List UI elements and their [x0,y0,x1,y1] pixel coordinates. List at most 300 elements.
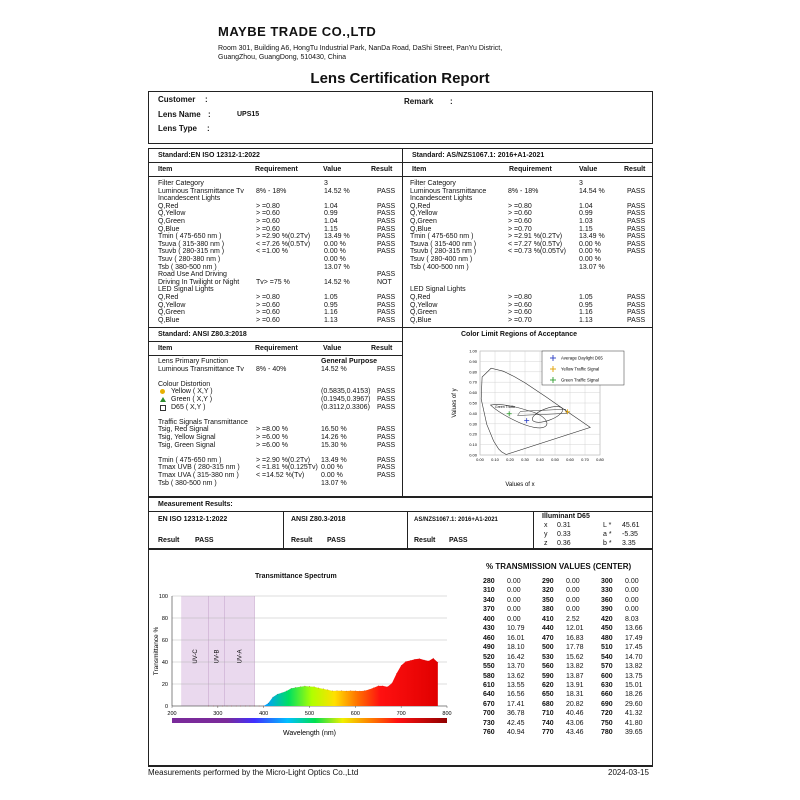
as-row-17-req: > =0.60 [508,309,532,317]
tv-wavelength: 660 [601,691,613,699]
tv-value: 0.00 [507,606,521,614]
ansi-row-1-item: Luminous Transmittance Tv [158,365,244,373]
tv-value: 10.79 [507,625,525,633]
tc-data-point [240,706,241,707]
tv-wavelength: 530 [542,653,554,661]
tc-xtick-label: 300 [213,711,223,717]
tv-table-title: % TRANSMISSION VALUES (CENTER) [486,562,632,571]
footer-left: Measurements performed by the Micro-Light Optics Co.,Ltd [148,768,359,777]
en-row-5-result: PASS [377,218,396,225]
as-row-5-value: 1.03 [579,218,593,225]
tc-data-point [428,661,429,662]
ansi-row-14-item: Tmax UVB ( 280-315 nm ) [158,464,240,472]
tc-data-point [364,690,365,691]
en-row-3-item: Q,Red [158,202,179,210]
ansi-row-15-item: Tmax UVA ( 315-380 nm ) [158,472,239,479]
illuminant-a-label: a * [603,531,612,538]
as-row-7-req: > =2.91 %(0.2Tv) [508,233,563,241]
tc-data-point [410,660,411,661]
tc-data-point [415,659,416,660]
en-row-16-req: > =0.60 [256,301,280,309]
tv-wavelength: 390 [601,606,613,614]
tv-wavelength: 570 [601,663,613,671]
report-title: Lens Certification Report [310,70,490,87]
ansi-row-6-value: (0.3112,0.3306) [321,403,370,411]
company-address-line2: GuangZhou, GuangDong, 510430, China [218,54,347,61]
en-row-8-result: PASS [377,240,396,248]
tv-value: 8.03 [625,615,639,623]
customer-label: Customer [158,95,196,104]
as-row-4-item: Q,Yellow [410,210,438,218]
tv-value: 13.70 [507,663,525,671]
tc-wavelength-bar [172,718,447,723]
ansi-row-16-value: 13.07 % [321,479,347,487]
lens-name-value: UPS15 [237,111,260,118]
ansi-row-1-req: 8% - 40% [256,365,287,373]
tv-wavelength: 360 [601,596,613,604]
as-row-11-value: 13.07 % [579,263,605,271]
measure-ansi-result-label: Result [291,537,313,544]
as-row-8-result: PASS [627,240,646,248]
tv-value: 0.00 [625,606,639,614]
en-row-16-result: PASS [377,301,396,309]
tv-wavelength: 480 [601,634,613,642]
tv-value: 17.41 [507,700,525,708]
transmission-values-table [480,578,650,738]
tv-wavelength: 550 [483,663,495,671]
ansi-header-result: Result [371,345,393,352]
measure-as-result-label: Result [414,537,436,544]
cl-xlabel: Values of x [505,482,535,488]
as-row-8-value: 0.00 % [579,240,601,248]
tc-data-point [332,691,333,692]
lens-name-colon: : [208,110,211,119]
tv-value: 18.10 [507,644,525,652]
tv-value: 40.46 [566,710,584,718]
spectrum-title: Transmittance Spectrum [255,573,337,580]
en-row-18-result: PASS [377,316,396,324]
tv-wavelength: 440 [542,625,554,633]
tc-data-point [424,660,425,661]
tv-value: 41.32 [625,710,643,718]
as-row-8-item: Tsuva ( 315-400 nm ) [410,240,477,248]
tc-ytick-label: 40 [161,660,168,666]
tv-wavelength: 600 [601,672,613,680]
en-row-15-item: Q,Red [158,294,179,301]
d65-square-icon [160,405,166,411]
tc-data-point [401,665,402,666]
lens-type-colon: : [207,124,210,133]
tc-data-point [346,691,347,692]
en-row-6-result: PASS [377,225,396,233]
cl-ytick-label: 0.30 [469,421,477,427]
tv-value: 16.42 [507,653,525,661]
tc-data-point [328,690,329,691]
tc-data-point [254,706,255,707]
yellow-dot-icon [160,389,165,394]
tv-wavelength: 380 [542,606,554,614]
en-row-13-result: NOT [377,278,392,286]
tv-wavelength: 760 [483,729,495,737]
tv-value: 2.52 [566,615,580,623]
en-row-4-result: PASS [377,210,396,218]
tv-value: 16.56 [507,691,525,699]
ansi-row-3-item: Colour Distortion [158,380,211,388]
tv-value: 16.83 [566,634,584,642]
en-row-18-value: 1.13 [324,316,338,324]
as-row-3-value: 1.04 [579,202,593,210]
tc-ytick-label: 0 [164,704,168,710]
tc-data-point [350,690,351,691]
cl-ytick-label: 0.80 [469,369,477,375]
ansi-row-10-req: > =6.00 % [256,434,288,441]
color-limit-title: Color Limit Regions of Acceptance [461,331,578,338]
as-row-1-result: PASS [627,187,646,195]
illuminant-x-label: x [544,522,548,529]
ansi-row-13-value: 13.49 % [321,456,347,464]
ansi-row-15-value: 0.00 % [321,472,343,479]
tc-data-point [419,658,420,659]
as-row-4-result: PASS [627,210,646,218]
en-row-1-item: Luminous Transmittance Tv [158,187,244,195]
ansi-row-4-item: Yellow ( X,Y ) [171,388,213,396]
tv-value: 0.00 [507,587,521,595]
tv-wavelength: 540 [601,653,613,661]
as-row-17-item: Q,Green [410,309,437,317]
as-row-2-item: Incandescent Lights [410,195,473,203]
tc-ytick-label: 60 [161,638,168,644]
ansi-row-1-result: PASS [377,365,396,373]
tc-data-point [263,706,264,707]
tc-ytick-label: 20 [161,682,168,688]
en-row-10-item: Tsuv ( 280-380 nm ) [158,256,221,263]
cl-ytick-label: 0.10 [469,442,477,448]
tv-wavelength: 770 [542,729,554,737]
cl-xtick-label: 0.10 [491,457,499,462]
cl-xtick-label: 0.50 [551,457,559,462]
ansi-row-9-req: > =8.00 % [256,426,288,434]
as-header-result: Result [624,166,646,173]
tv-wavelength: 650 [542,691,554,699]
en-row-17-result: PASS [377,309,396,317]
as-row-0-value: 3 [579,180,583,187]
cl-ytick-label: 0.90 [469,358,477,364]
tv-wavelength: 410 [542,615,554,623]
as-row-7-result: PASS [627,233,646,241]
as-row-9-result: PASS [627,248,646,256]
tc-data-point [341,690,342,691]
ansi-header-requirement: Requirement [255,345,298,352]
tc-data-point [433,658,434,659]
illuminant-x: 0.31 [557,522,571,529]
as-row-1-item: Luminous Transmittance [410,187,487,195]
tv-wavelength: 320 [542,587,554,595]
ansi-row-14-value: 0.00 % [321,464,343,472]
tv-wavelength: 400 [483,615,495,623]
tv-value: 18.26 [625,691,643,699]
cl-ytick-label: 0.50 [469,400,477,406]
cl-xtick-label: 0.70 [581,457,589,462]
footer-date: 2024-03-15 [608,768,649,777]
tv-value: 17.78 [566,644,584,652]
tc-band-label: UV-C [192,649,199,664]
en-row-17-value: 1.16 [324,309,338,317]
en-row-17-item: Q,Green [158,309,185,317]
en-row-15-req: > =0.80 [256,294,280,301]
en-row-7-result: PASS [377,233,396,241]
tv-wavelength: 720 [601,710,613,718]
en-row-3-result: PASS [377,202,396,210]
en-row-5-item: Q,Green [158,218,185,225]
en-row-7-item: Tmin ( 475-650 nm ) [158,233,222,241]
tc-ylabel: Transmittance % [153,626,160,676]
tv-value: 0.00 [566,587,580,595]
en-row-12-result: PASS [377,271,396,279]
illuminant-z-label: z [544,540,548,547]
en-header-requirement: Requirement [255,166,298,173]
en-row-11-item: Tsb ( 380-500 nm ) [158,263,217,271]
en-header-item: Item [158,166,173,173]
as-row-4-value: 0.99 [579,210,593,218]
measure-ansi-result: PASS [327,537,346,544]
tv-value: 0.00 [507,578,521,585]
tv-value: 29.60 [625,700,643,708]
cl-ytick-label: 0.70 [469,379,477,385]
tc-data-point [250,706,251,707]
tc-data-point [405,661,406,662]
cl-ytick-label: 0.00 [469,452,477,458]
tv-wavelength: 350 [542,596,554,604]
tc-data-point [291,688,292,689]
en-row-4-value: 0.99 [324,210,338,218]
tv-wavelength: 310 [483,587,495,595]
as-row-17-value: 1.16 [579,309,593,317]
tc-data-point [378,686,379,687]
cl-xtick-label: 0.80 [596,457,604,462]
en-row-1-result: PASS [377,187,396,195]
tv-value: 13.82 [566,663,584,671]
en-row-4-req: > =0.60 [256,210,280,218]
as-row-6-req: > =0.70 [508,225,532,233]
tc-data-point [383,686,384,687]
tc-data-point [245,706,246,707]
tv-value: 42.45 [507,719,525,727]
tc-data-point [360,691,361,692]
ansi-row-0-item: Lens Primary Function [158,358,229,365]
as-row-1-req: 8% - 18% [508,187,539,195]
tv-wavelength: 580 [483,672,495,680]
customer-box [148,91,653,144]
en-row-9-value: 0.00 % [324,248,346,256]
ansi-header-value: Value [323,345,342,352]
cl-xtick-label: 0.60 [566,457,574,462]
cl-xtick-label: 0.40 [536,457,544,462]
tv-wavelength: 510 [601,644,613,652]
tv-wavelength: 780 [601,729,613,737]
tc-data-point [236,706,237,707]
tv-wavelength: 670 [483,700,495,708]
tv-value: 18.31 [566,691,584,699]
cl-ytick-label: 0.40 [469,410,477,416]
en-row-6-value: 1.15 [324,225,338,233]
illuminant-L-label: L * [603,522,612,529]
tv-value: 40.94 [507,729,525,737]
as-row-10-value: 0.00 % [579,256,601,263]
tc-data-point [227,706,228,707]
measure-en-label: EN ISO 12312-1:2022 [158,516,228,523]
ansi-row-9-value: 16.50 % [321,426,347,434]
as-row-15-value: 1.05 [579,294,593,301]
ansi-row-10-value: 14.26 % [321,434,347,441]
illuminant-y: 0.33 [557,531,571,538]
ansi-row-9-result: PASS [377,426,396,434]
tc-data-point [286,691,287,692]
en-row-1-req: 8% - 18% [256,187,287,195]
measure-as-result: PASS [449,537,468,544]
en-row-14-item: LED Signal Lights [158,286,214,294]
tv-value: 0.00 [566,578,580,585]
ansi-header-item: Item [158,345,173,352]
measure-ansi-label: ANSI Z80.3-2018 [291,516,346,523]
cl-ytick-label: 1.00 [469,348,477,354]
tv-value: 16.01 [507,634,525,642]
ansi-row-11-result: PASS [377,441,396,449]
ansi-row-4-result: PASS [377,388,396,396]
en-row-9-item: Tsuvb ( 280-315 nm ) [158,248,225,256]
tv-wavelength: 520 [483,653,495,661]
tv-wavelength: 330 [601,587,613,595]
ansi-row-11-req: > =6.00 % [256,441,288,449]
en-row-5-req: > =0.60 [256,218,280,225]
tc-data-point [277,694,278,695]
en-row-12-item: Road Use And Driving [158,271,227,279]
en-row-16-item: Q,Yellow [158,301,186,309]
as-row-18-value: 1.13 [579,316,593,324]
en-row-18-item: Q,Blue [158,316,180,324]
en-row-17-req: > =0.60 [256,309,280,317]
lens-name-label: Lens Name [158,110,201,119]
tv-value: 41.80 [625,719,643,727]
ansi-row-6-result: PASS [377,403,396,411]
tv-value: 15.62 [566,653,584,661]
cl-xtick-label: 0.30 [521,457,529,462]
tc-band-label: UV-B [214,649,221,664]
tv-wavelength: 740 [542,719,554,727]
tv-wavelength: 590 [542,672,554,680]
as-row-3-result: PASS [627,202,646,210]
as-row-10-item: Tsuv ( 280-400 nm ) [410,256,473,263]
en-row-0-value: 3 [324,180,328,187]
tv-wavelength: 300 [601,578,613,585]
as-header-requirement: Requirement [509,166,552,173]
en-row-4-item: Q,Yellow [158,210,186,218]
tv-wavelength: 490 [483,644,495,652]
en-row-11-value: 13.07 % [324,263,350,271]
tc-data-point [231,706,232,707]
tc-data-point [438,662,439,663]
tv-wavelength: 280 [483,578,495,585]
en-row-6-req: > =0.60 [256,225,280,233]
tc-xtick-label: 600 [350,711,360,717]
tc-data-point [396,673,397,674]
cl-legend-label: Average Daylight D65 [561,355,603,361]
tc-xtick-label: 800 [442,711,452,717]
tv-value: 0.00 [625,596,639,604]
tv-value: 14.70 [625,653,643,661]
tv-value: 0.00 [625,587,639,595]
en-row-15-value: 1.05 [324,294,338,301]
as-row-1-value: 14.54 % [579,187,605,195]
ansi-row-15-result: PASS [377,472,396,479]
ansi-row-13-req: > =2.90 %(0.2Tv) [256,456,311,464]
as-row-16-item: Q,Yellow [410,301,438,309]
en-row-8-item: Tsuva ( 315-380 nm ) [158,240,225,248]
as-row-9-item: Tsuvb ( 280-315 nm ) [410,248,477,256]
tv-value: 13.91 [566,681,584,689]
ansi-row-13-item: Tmin ( 475-650 nm ) [158,456,222,464]
cl-legend-label: Yellow Traffic Signal [561,366,600,372]
as-row-3-req: > =0.80 [508,202,532,210]
en-row-13-item: Driving In Twilight or Night [158,278,240,286]
tv-wavelength: 630 [601,681,613,689]
as-row-15-req: > =0.80 [508,294,532,301]
en-header-result: Result [371,166,393,173]
tc-data-point [318,688,319,689]
en-row-7-req: > =2.90 %(0.2Tv) [256,233,311,241]
tc-data-point [373,687,374,688]
tc-xtick-label: 700 [396,711,406,717]
tv-wavelength: 420 [601,615,613,623]
remark-label: Remark [404,97,434,106]
tv-wavelength: 470 [542,634,554,642]
tv-wavelength: 620 [542,681,554,689]
as-row-5-req: > =0.60 [508,218,532,225]
en-row-3-req: > =0.80 [256,202,280,210]
tv-value: 36.78 [507,710,525,718]
en-row-9-req: < =1.00 % [256,248,288,256]
en-row-0-item: Filter Category [158,180,204,187]
tv-value: 13.62 [507,672,525,680]
tc-data-point [295,687,296,688]
customer-colon: : [205,95,208,104]
tv-wavelength: 460 [483,634,495,642]
en-row-3-value: 1.04 [324,202,338,210]
en-row-16-value: 0.95 [324,301,338,309]
as-row-5-item: Q,Green [410,218,437,225]
illuminant-b: 3.35 [622,540,636,547]
tc-ytick-label: 100 [158,594,168,600]
illuminant-b-label: b * [603,540,612,547]
as-row-15-result: PASS [627,294,646,301]
tc-data-point [305,686,306,687]
tv-value: 0.00 [507,596,521,604]
tc-xtick-label: 400 [259,711,269,717]
tv-wavelength: 700 [483,710,495,718]
en-standard-title: Standard:EN ISO 12312-1:2022 [158,152,260,159]
tc-band-label: UV-A [237,649,244,664]
tv-wavelength: 450 [601,625,613,633]
tc-ytick-label: 80 [161,616,168,622]
tc-data-point [337,690,338,691]
ansi-row-14-req: < =1.81 %(0.125Tv) [256,464,318,472]
measure-en-result: PASS [195,537,214,544]
tv-value: 0.00 [566,606,580,614]
tv-wavelength: 340 [483,596,495,604]
tv-wavelength: 690 [601,700,613,708]
as-row-9-req: < =0.73 %(0.05Tv) [508,248,566,256]
tc-data-point [259,706,260,707]
tv-value: 12.01 [566,625,584,633]
